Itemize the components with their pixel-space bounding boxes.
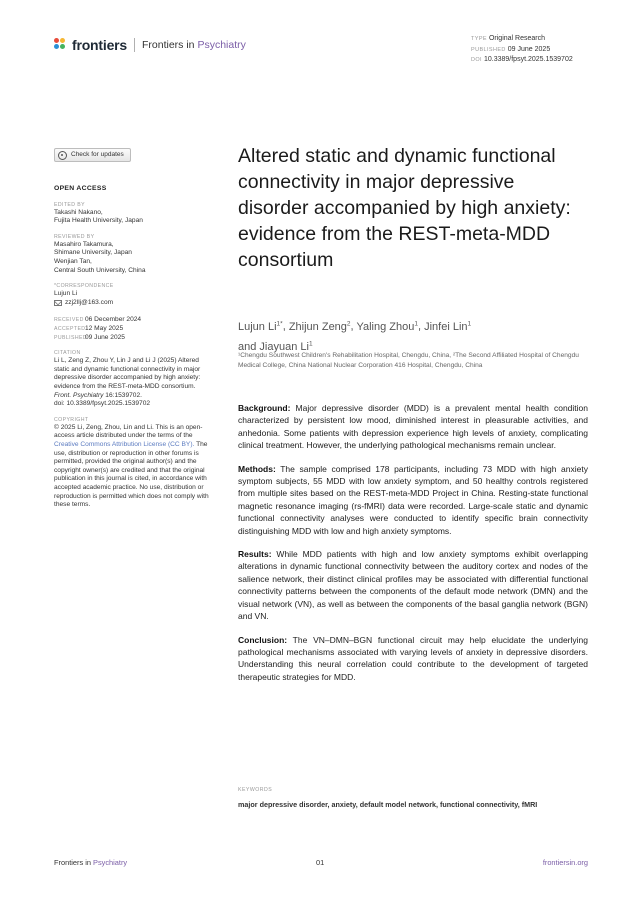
author[interactable]: Jinfei Lin$^1$ [424, 320, 472, 333]
accepted-date: 12 May 2025 [85, 325, 124, 333]
article-dates: RECEIVED 06 December 2024 ACCEPTED 12 May 2025 PUBLISHED 09 June 2025 [54, 316, 142, 341]
author[interactable]: Yaling Zhou$^1$ [356, 320, 418, 333]
abstract-methods: Methods: The sample comprised 178 participants, including 73 MDD with high anxiety symptom subjects, 55 MDD with low anxiety symptom, and 50 healthy controls registered from multiple sites based on the REST-meta-MDD Project in China. Resting-state functional magnetic resonance imaging (rs-fMRI) data were recorded. Large-scale static and dynamic functional connectivity analyses were conducted to identify specific brain connectivity distinguishing MDD with low and high anxiety symptoms. [238, 463, 588, 536]
article-title: Altered static and dynamic functional connectivity in major depressive disorder accompanied by high anxiety: evidence from the REST-meta-MDD consortium [238, 145, 571, 271]
abstract [238, 402, 588, 694]
editor: Takashi Nakano, Fujita Health University, Japan [54, 208, 143, 225]
author[interactable]: Zhijun Zeng$^2$ [288, 320, 351, 333]
correspondence-label: *CORRESPONDENCE [54, 283, 114, 290]
footer-journal[interactable]: Frontiers in Psychiatry [54, 858, 128, 867]
frontiers-logo-icon [54, 38, 68, 52]
author-list: Lujun $Li^{1*}$, Zhijun Zeng$^2$, Yaling Zhou$^1$, Jinfei Lin$^1$ and Jiayuan Li$^1$ [238, 320, 472, 354]
author[interactable]: and Jiayuan Li$^1$ [238, 340, 313, 354]
copyright: © 2025 Li, Zeng, Zhou, Lin and Li. This is an open-access article distributed under the terms of the Creative Commons Attribution License (CC BY). The use, distribution or reproduction in other forums is permitted, provided the original author(s) and the copyright owner(s) are credited and that the original publication in this journal is cited, in accordance with accepted academic practice. No use, distribution or reproduction is permitted which does not comply with these terms. [54, 423, 209, 509]
article-meta: TYPE Original Research PUBLISHED 09 June 2025 DOI 10.3389/fpsyt.2025.1539702 [471, 35, 573, 63]
journal-name[interactable]: Frontiers in Psychiatry [142, 39, 246, 51]
reviewers: Masahiro Takamura, Shimane University, Japan Wenjian Tan, Central South University, China [54, 240, 146, 274]
received-date: 06 December 2024 [85, 316, 142, 324]
citation: Li L, Zeng Z, Zhou Y, Lin J and Li J (2025) Altered static and dynamic functional connectivity in major depressive disorder accompanied by high anxiety: evidence from the REST-meta-MDD consortium. Front. Psychiatry 16:1539702. doi: 10.3389/fpsyt.2025.1539702 [54, 357, 212, 409]
brand-name: frontiers [72, 37, 127, 53]
footer-site-link[interactable]: frontiersin.org [542, 858, 588, 867]
correspondence: Lujun Li zzj2llj@163.com [54, 290, 114, 306]
published-date: 09 June 2025 [507, 45, 551, 53]
page-header [54, 34, 594, 66]
frontiers-logo[interactable] [54, 37, 246, 53]
keywords-label: KEYWORDS [238, 787, 273, 793]
open-access-label: OPEN ACCESS [54, 185, 107, 193]
sidebar-published-date: 09 June 2025 [85, 333, 125, 341]
email-icon [54, 300, 62, 306]
author[interactable]: Lujun $Li^{1*}$ [238, 320, 283, 333]
license-link[interactable]: Creative Commons Attribution License (CC BY). [54, 440, 195, 448]
abstract-background: Background: Major depressive disorder (MDD) is a prevalent mental health condition characterized by persistent low mood, diminished interest in pleasurable activities, and anhedonia. Some patients with depression experience high levels of anxiety, complicating clinical treatment. However, the underlying pathological mechanisms remain unclear. [238, 403, 588, 451]
divider [134, 38, 135, 52]
correspondence-email[interactable]: zzj2llj@163.com [65, 298, 114, 306]
edited-by-label: EDITED BY [54, 201, 85, 208]
article-type: Original Research [488, 35, 545, 42]
doi[interactable]: 10.3389/fpsyt.2025.1539702 [483, 56, 573, 63]
article-sidebar [54, 148, 212, 510]
page-number: 01 [316, 858, 325, 867]
abstract-results: Results: While MDD patients with high and low anxiety symptoms exhibit overlapping alterations in dynamic functional connectivity between the auditory cortex and nodes of the salience network, their distinct clinical profiles may be associated with differential functional connectivity patterns between the components of the default mode network (DMN) and the visual network (VN), as well as between the components of the basal ganglia network (BGN) and VN. [238, 549, 588, 622]
crossmark-icon [58, 151, 67, 160]
citation-label: CITATION [54, 350, 81, 357]
reviewed-by-label: REVIEWED BY [54, 233, 95, 240]
keywords: major depressive disorder, anxiety, default model network, functional connectivity, fMRI [238, 800, 538, 809]
citation-doi[interactable]: doi: 10.3389/fpsyt.2025.1539702 [54, 400, 151, 408]
affiliations: ¹Chengdu Southwest Children's Rehabilitation Hospital, Chengdu, China, ²The Second Affiliated Hospital of Chengdu Medical College, China National Nuclear Corporation 416 Hospital, Chengdu, China [238, 352, 579, 369]
check-updates-button[interactable]: Check for updates [54, 148, 131, 162]
copyright-label: COPYRIGHT [54, 416, 89, 423]
abstract-conclusion: Conclusion: The VN–DMN–BGN functional circuit may help elucidate the underlying pathological mechanisms associated with varying levels of anxiety in depressive disorders. Understanding this neural correlation could contribute to the development of targeted therapeutic strategies for MDD. [238, 634, 588, 682]
